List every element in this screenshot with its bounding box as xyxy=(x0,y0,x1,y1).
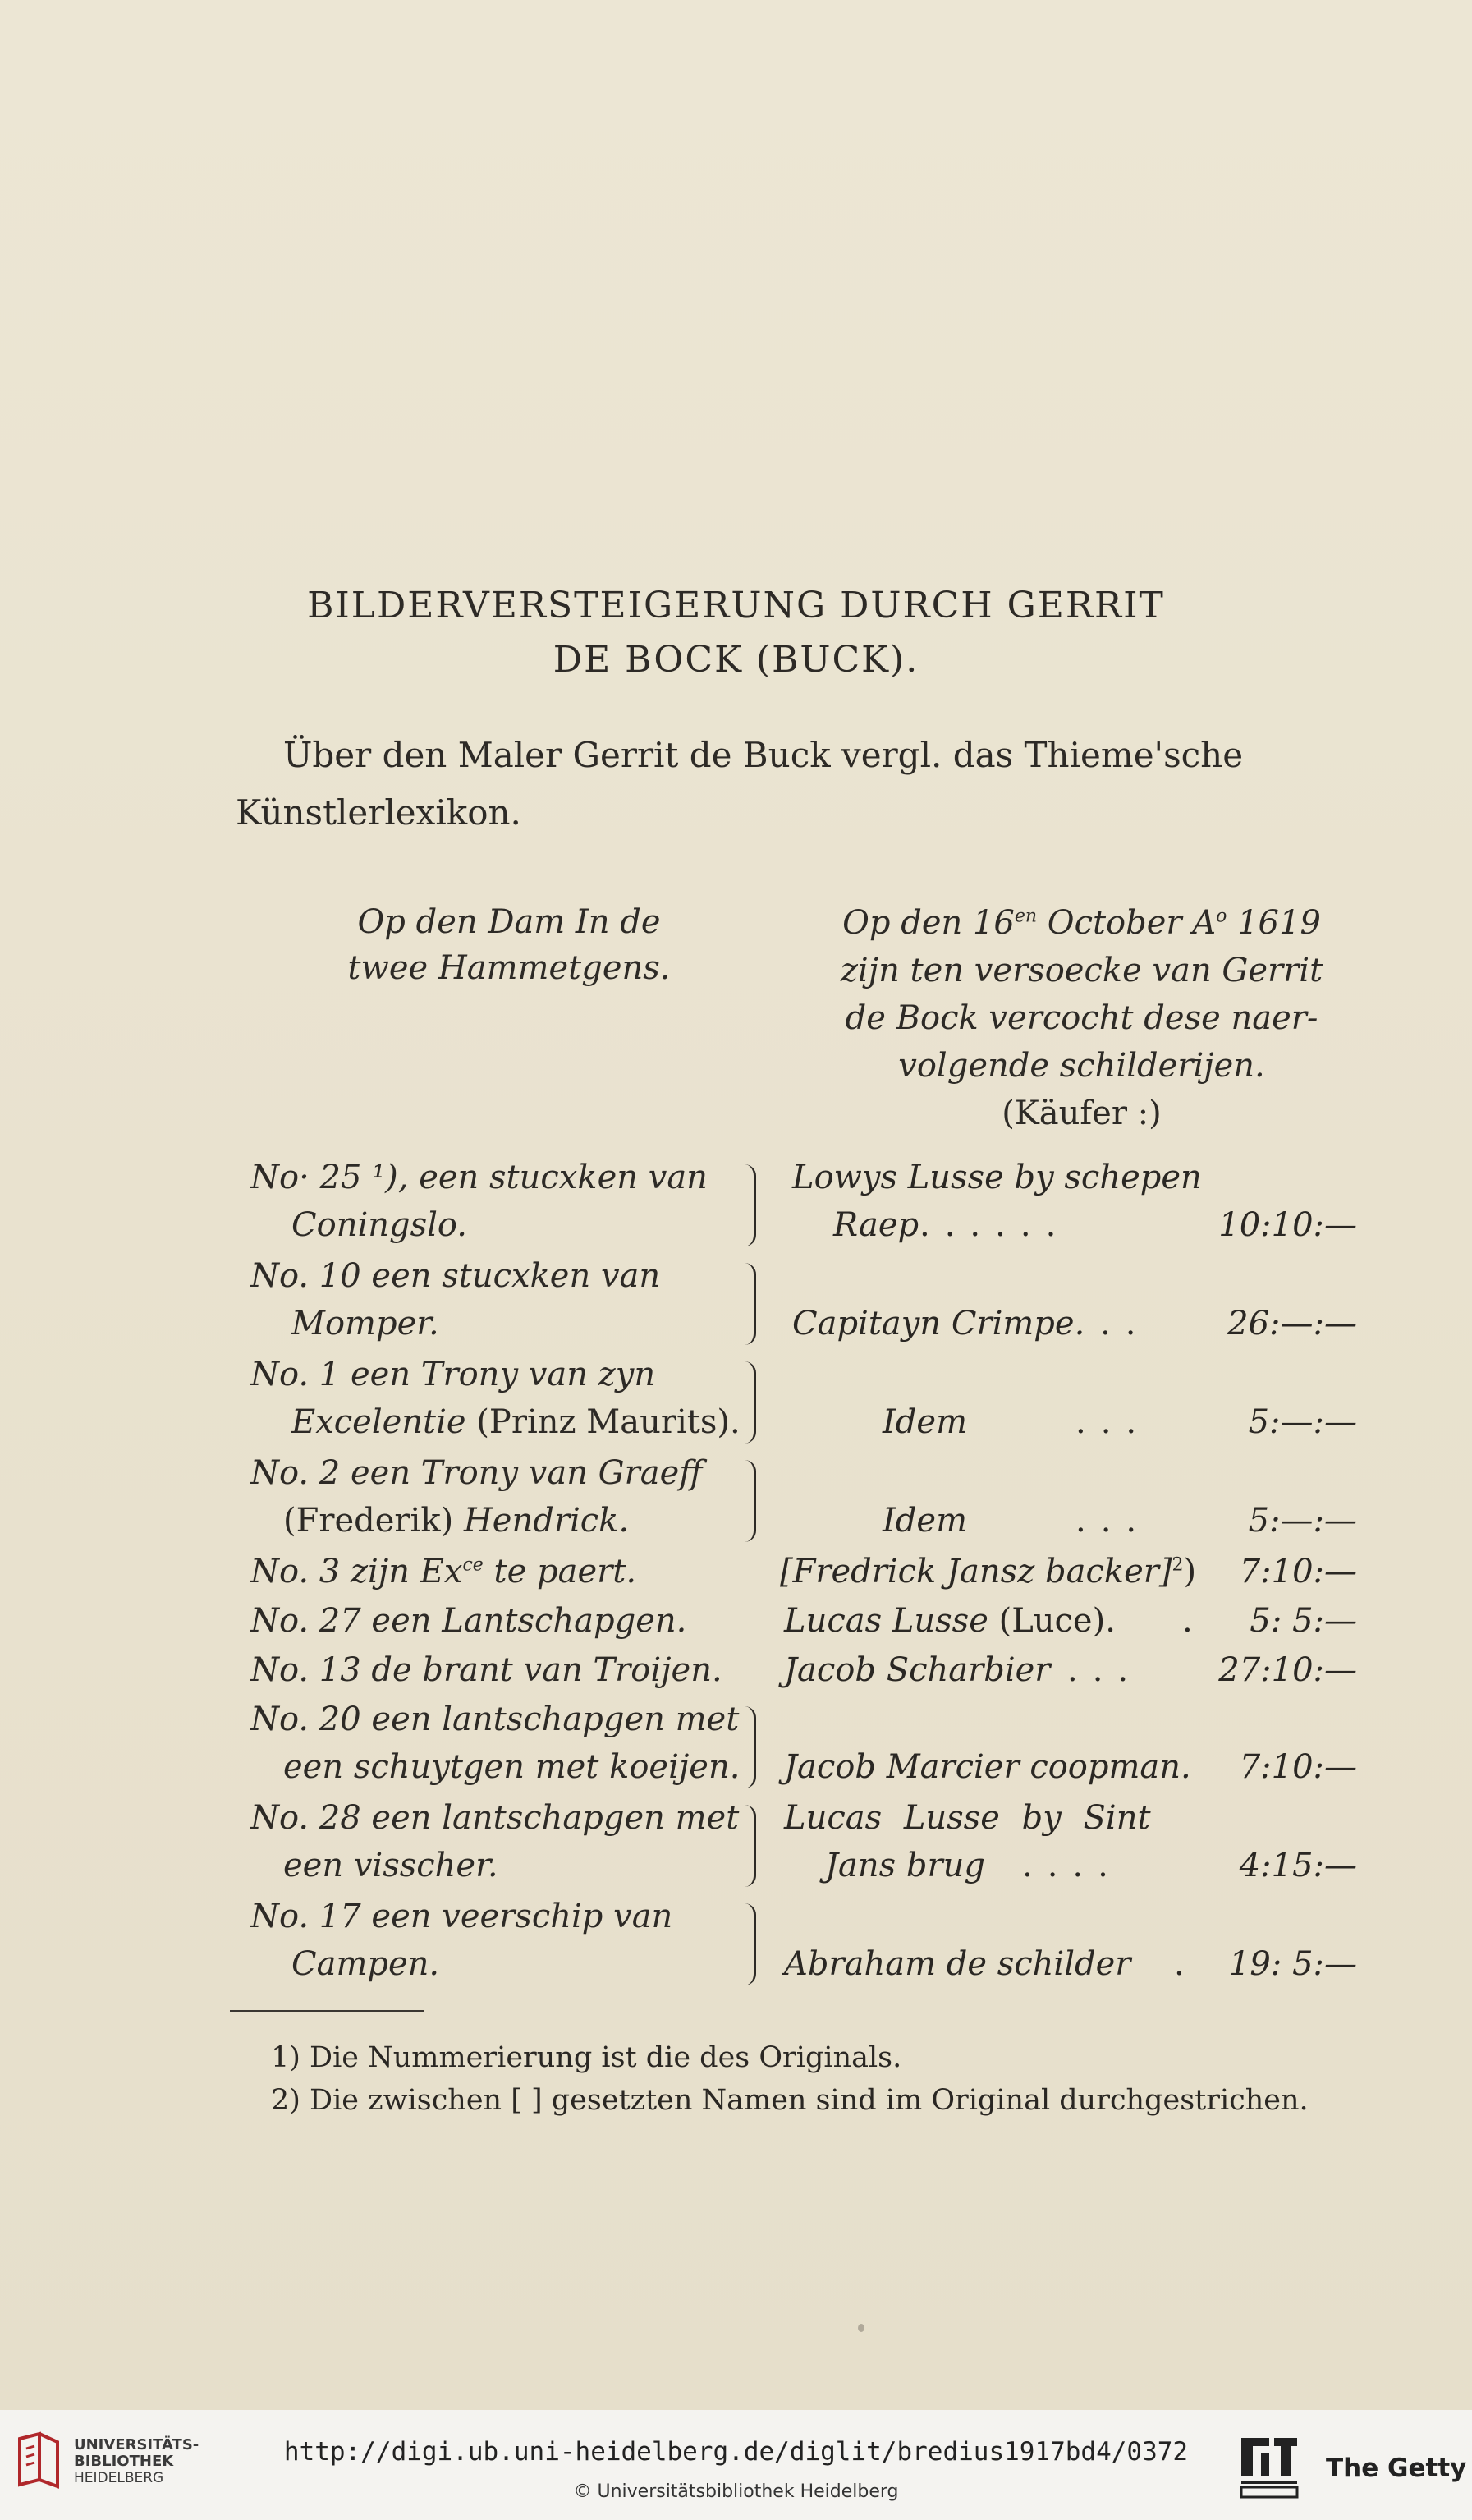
left-column-heading xyxy=(316,899,702,991)
entry-1-buyer-line2: Raep xyxy=(833,1206,919,1244)
entry-6-dots: . xyxy=(1182,1602,1208,1640)
entry-4-buyer: Idem xyxy=(883,1502,968,1540)
entry-3-buyer: Idem xyxy=(883,1403,968,1441)
entry-1-line2: Coningslo. xyxy=(291,1206,468,1244)
entry-2-line2: Momper. xyxy=(291,1305,439,1343)
entry-3-brace xyxy=(744,1361,756,1444)
footnote-2: 2) Die zwischen [ ] gesetzten Namen sind im Original durchgestrichen. xyxy=(271,2084,1309,2117)
entry-9-line2: een visscher. xyxy=(283,1847,498,1884)
entry-10-price: 19: 5:— xyxy=(1228,1945,1357,1983)
entry-9-brace xyxy=(744,1805,756,1887)
getty-logo-icon xyxy=(1238,2435,1300,2500)
entry-7-buyer: Jacob Scharbier xyxy=(784,1651,1051,1689)
entry-8-buyer: Jacob Marcier coopman. xyxy=(784,1748,1191,1786)
intro-paragraph xyxy=(236,727,1352,842)
entry-5-buyer: [Fredrick Jansz backer]$^2$) xyxy=(780,1553,1197,1590)
entry-3-price: 5:—:— xyxy=(1248,1403,1357,1441)
library-line1: UNIVERSITÄTS- xyxy=(74,2436,199,2453)
entry-9-buyer-line1: Lucas Lusse by Sint xyxy=(784,1799,1151,1837)
paper-speck xyxy=(858,2324,864,2332)
right-heading-line1: Op den $16^{en}$ October $A^o$ 1619 xyxy=(842,904,1321,942)
entry-4-price: 5:—:— xyxy=(1248,1502,1357,1540)
right-column-heading xyxy=(792,899,1371,1137)
entry-1-brace xyxy=(744,1164,756,1246)
entry-3-dots: ... xyxy=(1075,1403,1152,1441)
buyer-label: (Käufer :) xyxy=(1002,1095,1162,1132)
entry-1-line1: No· 25 ¹), een stucxken van xyxy=(250,1159,708,1196)
right-heading-line3: de Bock vercocht dese naer- xyxy=(845,999,1318,1037)
entry-3-line1: No. 1 een Trony van zyn xyxy=(250,1356,656,1393)
footnote-rule xyxy=(230,2010,424,2012)
page-title-line2: DE BOCK (BUCK). xyxy=(553,639,919,681)
entry-10-line2: Campen. xyxy=(291,1945,440,1983)
entry-6-buyer: Lucas Lusse (Luce). xyxy=(784,1602,1116,1640)
entry-10-dots: . xyxy=(1174,1945,1199,1983)
entry-9-price: 4:15:— xyxy=(1239,1847,1357,1884)
entry-10-buyer: Abraham de schilder xyxy=(784,1945,1131,1983)
intro-line1: Über den Maler Gerrit de Buck vergl. das Thieme'sche xyxy=(283,735,1244,775)
entry-4-brace xyxy=(744,1460,756,1542)
entry-9-dots: .... xyxy=(1022,1847,1123,1884)
entry-7-line1: No. 13 de brant van Troijen. xyxy=(250,1651,722,1689)
page-title-line1: BILDERVERSTEIGERUNG DURCH GERRIT xyxy=(307,585,1165,627)
left-heading-line1: Op den Dam In de xyxy=(357,903,661,941)
entry-9-buyer-line2: Jans brug xyxy=(825,1847,985,1884)
right-heading-line2: zijn ten versoecke van Gerrit xyxy=(840,952,1323,989)
entry-2-line1: No. 10 een stucxken van xyxy=(250,1257,661,1295)
library-line2: BIBLIOTHEK xyxy=(74,2453,174,2470)
entry-5-price: 7:10:— xyxy=(1239,1553,1357,1590)
intro-line2: Künstlerlexikon. xyxy=(236,792,521,833)
entry-3-line2: Excelentie (Prinz Maurits). xyxy=(291,1403,741,1441)
entry-10-brace xyxy=(744,1903,756,1985)
entry-1-buyer-line1: Lowys Lusse by schepen xyxy=(792,1159,1202,1196)
entry-6-price: 5: 5:— xyxy=(1250,1602,1357,1640)
entry-8-line1: No. 20 een lantschapgen met xyxy=(250,1701,740,1738)
entry-4-dots: ... xyxy=(1075,1502,1152,1540)
entry-8-brace xyxy=(744,1706,756,1788)
entry-7-price: 27:10:— xyxy=(1218,1651,1357,1689)
entry-4-line1: No. 2 een Trony van Graeff xyxy=(250,1454,703,1492)
entry-5-line1: No. 3 zijn $Ex^{ce}$ te paert. xyxy=(250,1553,637,1590)
entry-6-line1: No. 27 een Lantschapgen. xyxy=(250,1602,687,1640)
library-line3: HEIDELBERG xyxy=(74,2470,164,2486)
entry-4-line2: (Frederik) Hendrick. xyxy=(283,1502,630,1540)
getty-wordmark: The Getty xyxy=(1326,2453,1467,2483)
footnote-1: 1) Die Nummerierung ist die des Originals. xyxy=(271,2041,902,2074)
entry-2-price: 26:—:— xyxy=(1227,1305,1357,1343)
entry-8-line2: een schuytgen met koeijen. xyxy=(283,1748,741,1786)
permalink-url[interactable]: http://digi.ub.uni-heidelberg.de/diglit/bredius1917bd4/0372 xyxy=(283,2437,1189,2467)
left-heading-line2: twee Hammetgens. xyxy=(347,949,671,987)
entry-10-line1: No. 17 een veerschip van xyxy=(250,1898,673,1935)
right-heading-line4: volgende schilderijen. xyxy=(898,1047,1265,1085)
entry-1-price: 10:10:— xyxy=(1218,1206,1357,1244)
copyright-notice: © Universitätsbibliothek Heidelberg xyxy=(573,2481,899,2502)
entry-2-brace xyxy=(744,1263,756,1345)
entry-2-dots: .. xyxy=(1100,1305,1151,1343)
entry-8-price: 7:10:— xyxy=(1239,1748,1357,1786)
entry-2-buyer: Capitayn Crimpe. xyxy=(792,1305,1085,1343)
entry-1-dots: ...... xyxy=(919,1206,1071,1244)
entry-9-line1: No. 28 een lantschapgen met xyxy=(250,1799,740,1837)
entry-7-dots: ... xyxy=(1067,1651,1144,1689)
